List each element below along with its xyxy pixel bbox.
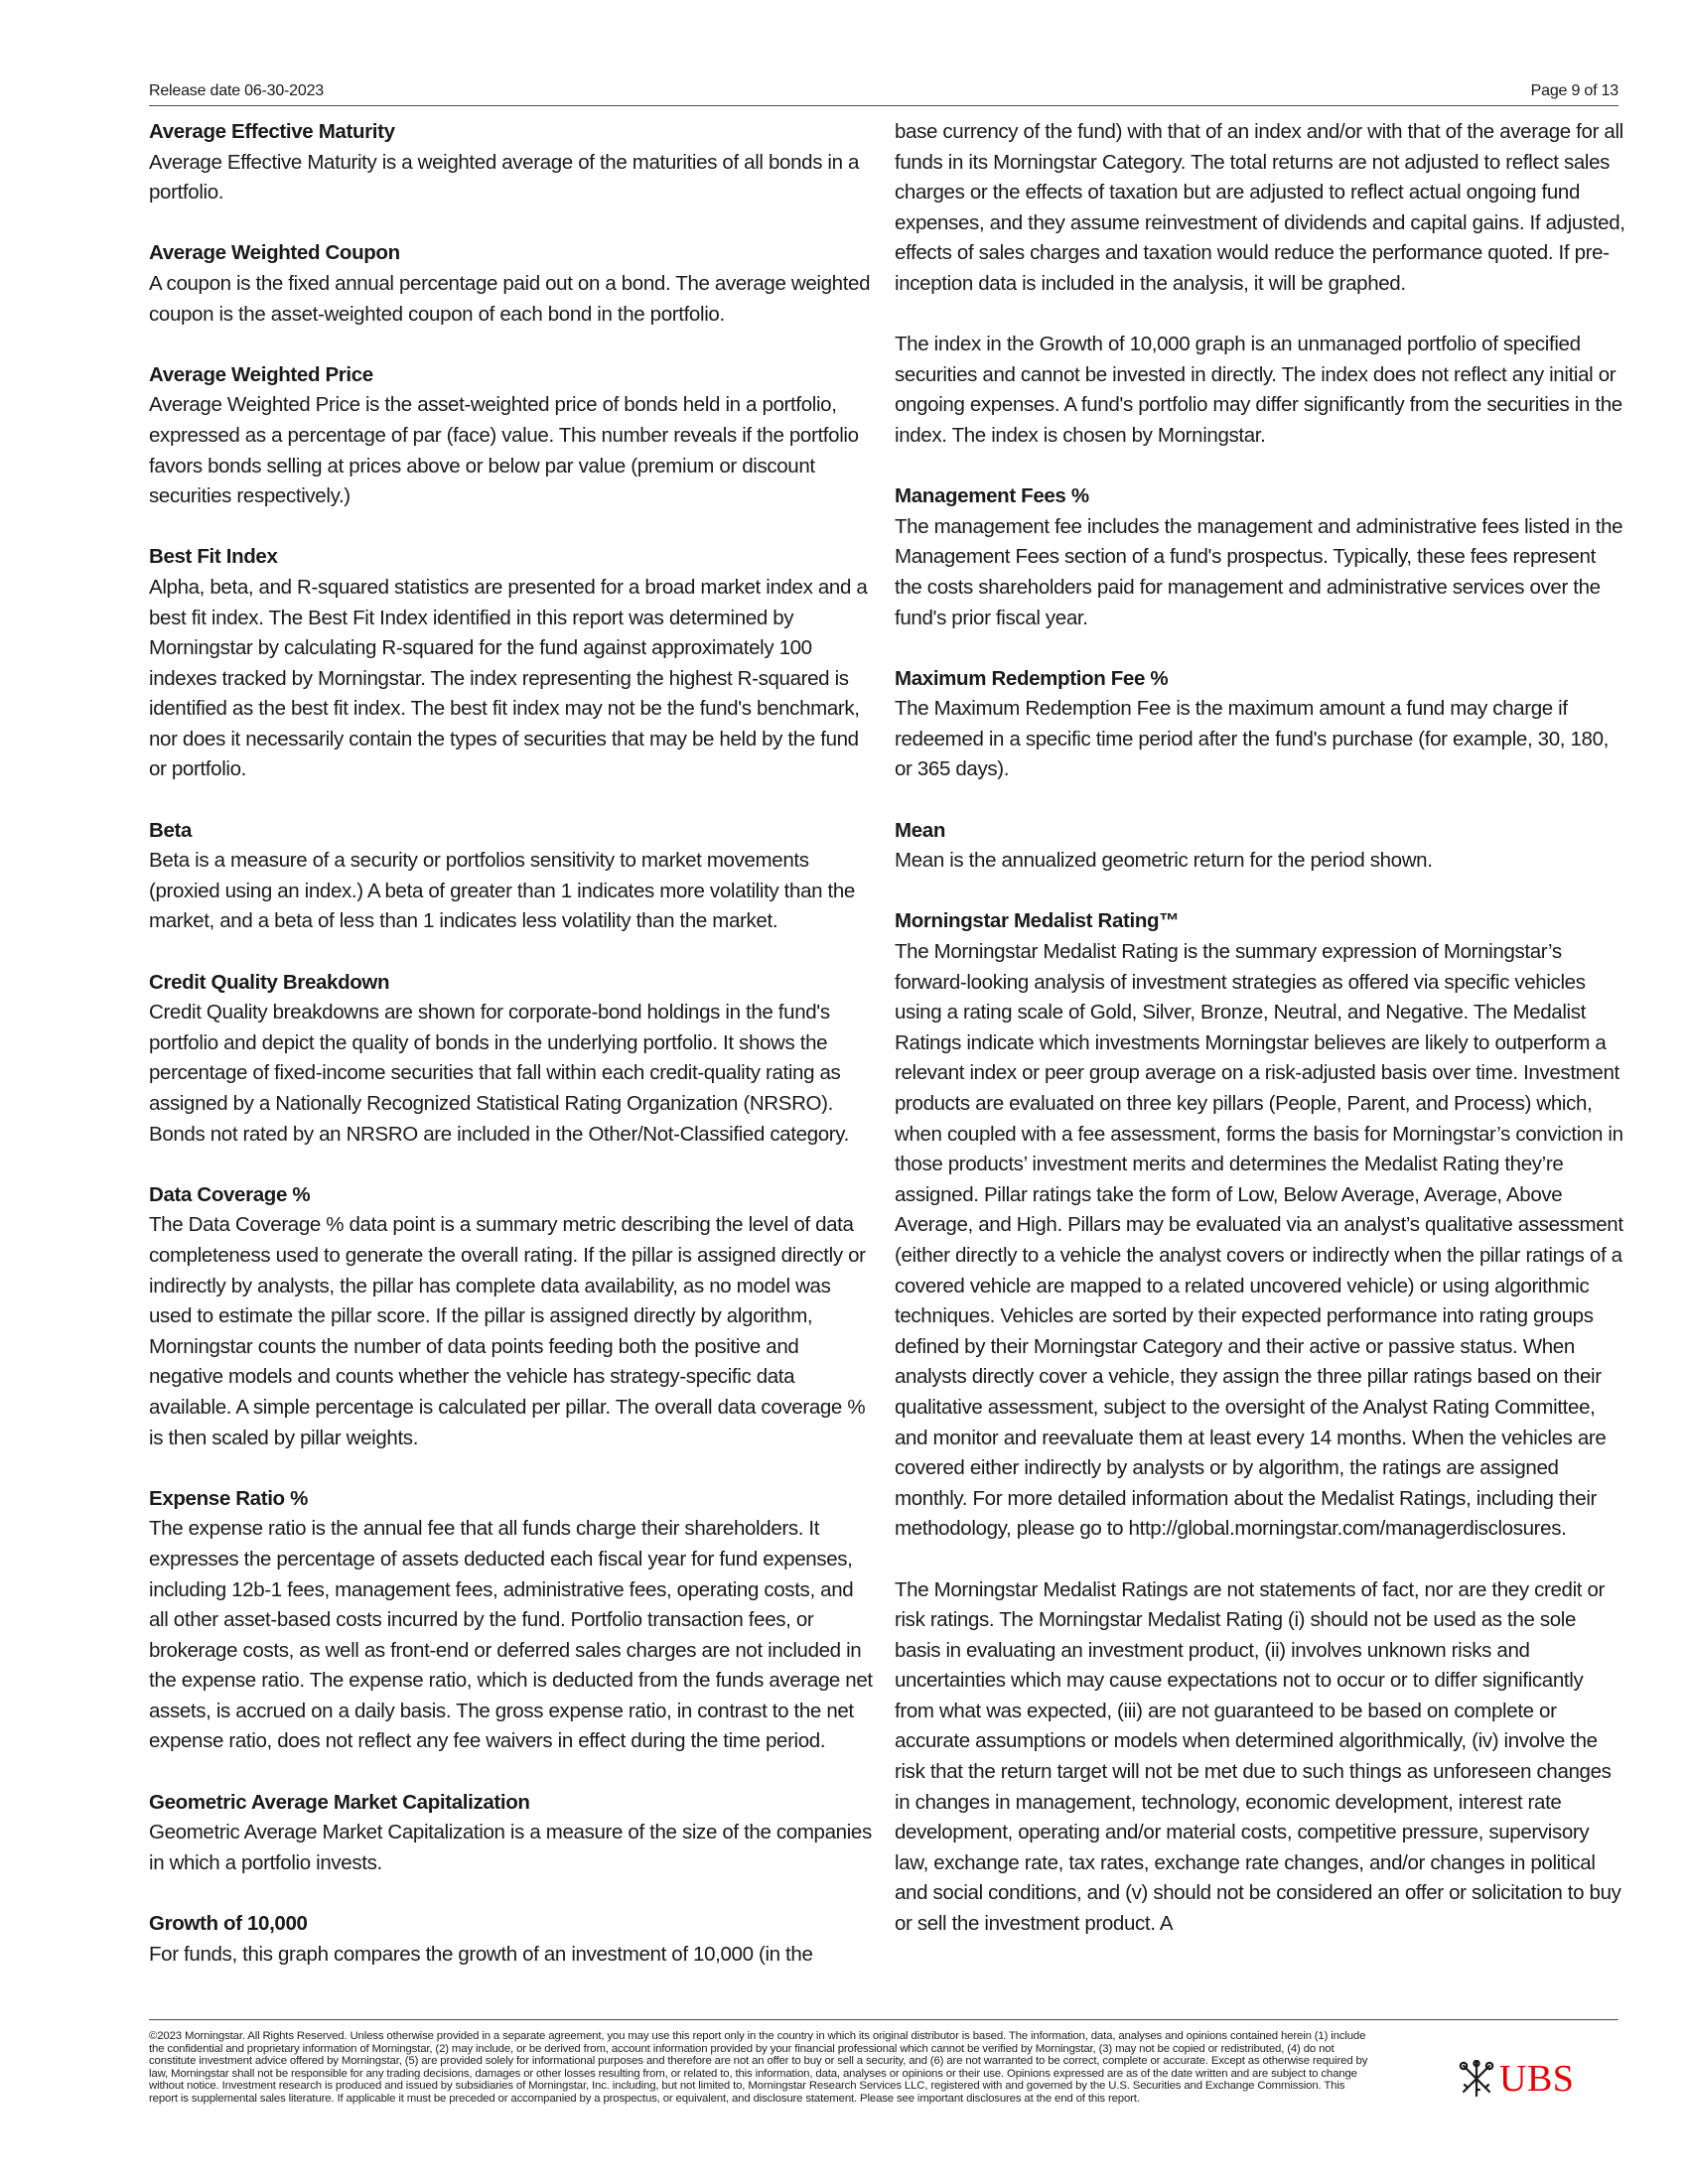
- glossary-term: Best Fit Index: [149, 545, 278, 569]
- glossary-section: [149, 816, 877, 937]
- ubs-keys-icon: [1456, 2060, 1497, 2098]
- glossary-definition: Alpha, beta, and R-squared statistics are presented for a broad market index and a best fit index. The Best Fit Index identified in this report was determined by Morningstar by calculating R-squared for the fund against approximately 100 indexes tracked by Morningstar. The index representing the highest R-squared is identified as the best fit index. The best fit index may not be the fund's benchmark, nor does it necessarily contain the types of securities that may be held by the fund or portfolio.: [149, 575, 868, 781]
- page-footer: [149, 2019, 1618, 2105]
- glossary-term: Average Weighted Coupon: [149, 241, 400, 265]
- glossary-section: [895, 481, 1626, 633]
- glossary-term: Morningstar Medalist Rating™: [895, 909, 1180, 933]
- release-date: Release date 06-30-2023: [149, 82, 324, 99]
- right-column: [895, 117, 1626, 1970]
- glossary-section: [149, 968, 877, 1151]
- glossary-section: [895, 117, 1626, 452]
- glossary-term: Credit Quality Breakdown: [149, 970, 390, 994]
- glossary-definition: Credit Quality breakdowns are shown for corporate-bond holdings in the fund's portfolio and depict the quality of bonds in the underlying portfolio. It shows the percentage of fixed-income securities that fall within each credit-quality rating as assigned by a Nationally Recognized Statistical Rating Organization (NRSRO). Bonds not rated by an NRSRO are included in the Other/Not-Classified category.: [149, 1001, 849, 1146]
- glossary-section: [149, 238, 877, 330]
- glossary-section: [149, 1484, 877, 1757]
- glossary-term: Maximum Redemption Fee %: [895, 666, 1169, 690]
- glossary-term: Average Weighted Price: [149, 362, 373, 386]
- glossary-term: Mean: [895, 818, 946, 842]
- glossary-definition: The Data Coverage % data point is a summary metric describing the level of data completeness used to generate the overall rating. If the pillar is assigned directly or indirectly by analysts, the pillar has complete data availability, as no model was used to estimate the pillar score. If the pillar is assigned directly by algorithm, Morningstar counts the number of data points feeding both the positive and negative models and counts whether the vehicle has strategy-specific data available. A simple percentage is calculated per pillar. The overall data coverage % is then scaled by pillar weights.: [149, 1213, 866, 1449]
- glossary-definition: The Morningstar Medalist Rating is the summary expression of Morningstar’s forward-looking analysis of investment strategies as offered via specific vehicles using a rating scale of Gold, Silver, Bronze, Neutral, and Negative. The Medalist Ratings indicate which investments Morningstar believes are likely to outperform a relevant index or peer group average on a risk-adjusted basis over time. Investment products are evaluated on three key pillars (People, Parent, and Process) which, when coupled with a fee assessment, forms the basis for Morningstar’s conviction in those products’ investment merits and determines the Medalist Rating they’re assigned. Pillar ratings take the form of Low, Below Average, Average, Above Average, and High. Pillars may be evaluated via an analyst’s qualitative assessment (either directly to a vehicle the analyst covers or indirectly when the pillar ratings of a covered vehicle are mapped to a related uncovered vehicle) or using algorithmic techniques. Vehicles are sorted by their expected performance into rating groups defined by their Morningstar Category and their active or passive status. When analysts directly cover a vehicle, they assign the three pillar ratings based on their qualitative assessment, subject to the oversight of the Analyst Rating Committee, and monitor and reevaluate them at least every 14 months. When the vehicles are covered either indirectly by analysts or by algorithm, the ratings are assigned monthly. For more detailed information about the Medalist Ratings, including their methodology, please go to http://global.morningstar.com/managerdisclosures.: [895, 940, 1623, 1541]
- page-header: [149, 77, 1618, 106]
- glossary-definition: Mean is the annualized geometric return for the period shown.: [895, 849, 1433, 873]
- glossary-term: Beta: [149, 818, 193, 842]
- glossary-section: [149, 117, 877, 208]
- glossary-definition: For funds, this graph compares the growth of an investment of 10,000 (in the: [149, 1942, 813, 1966]
- glossary-definition: Average Effective Maturity is a weighted average of the maturities of all bonds in a portfolio.: [149, 150, 860, 205]
- glossary-section: [895, 906, 1626, 1939]
- glossary-section: [895, 816, 1626, 877]
- left-column: [149, 117, 877, 2000]
- glossary-term: Average Effective Maturity: [149, 120, 395, 143]
- page-number: Page 9 of 13: [1530, 82, 1618, 99]
- ubs-logo: [1456, 2058, 1595, 2100]
- glossary-section: [149, 1180, 877, 1453]
- footer-disclaimer: ©2023 Morningstar. All Rights Reserved. Unless otherwise provided in a separate agreement, you may use this report only in the country in which its original distributor is based. The information, data, analyses and opinions contained herein (1) include the confidential and proprietary information of Morningstar, (2) may include, or be derived from, account information provided by your financial professional which cannot be verified by Morningstar, (3) may not be copied or redistributed, (4) do not constitute investment advice offered by Morningstar, (5) are provided solely for informational purposes and therefore are not an offer to buy or sell a security, and (6) are not warranted to be correct, complete or accurate. Except as otherwise required by law, Morningstar shall not be responsible for any trading decisions, damages or other losses resulting from, or related to, this information, data, analyses or opinions or their use. Opinions expressed are as of the date written and are subject to change without notice. Investment research is produced and issued by subsidiaries of Morningstar, Inc. including, but not limited to, Morningstar Research Services LLC, registered with and governed by the U.S. Securities and Exchange Commission. This report is supplemental sales literature. If applicable it must be preceded or accompanied by a prospectus, or equivalent, and disclosure statement. Please see important disclosures at the end of this report.: [149, 2030, 1368, 2105]
- glossary-section: [149, 542, 877, 785]
- glossary-definition: The management fee includes the management and administrative fees listed in the Management Fees section of a fund's prospectus. Typically, these fees represent the costs shareholders paid for management and administrative services over the fund's prior fiscal year.: [895, 514, 1623, 629]
- glossary-definition: A coupon is the fixed annual percentage paid out on a bond. The average weighted coupon is the asset-weighted coupon of each bond in the portfolio.: [149, 271, 871, 326]
- glossary-term: Growth of 10,000: [149, 1912, 308, 1936]
- glossary-section: [895, 664, 1626, 785]
- glossary-definition: Geometric Average Market Capitalization is a measure of the size of the companies in which a portfolio invests.: [149, 1821, 872, 1874]
- glossary-definition: The Maximum Redemption Fee is the maximum amount a fund may charge if redeemed in a specific time period after the fund's purchase (for example, 30, 180, or 365 days).: [895, 697, 1609, 781]
- glossary-definition: The index in the Growth of 10,000 graph is an unmanaged portfolio of specified securities and cannot be invested in directly. The index does not reflect any initial or ongoing expenses. A fund's portfolio may differ significantly from the securities in the index. The index is chosen by Morningstar.: [895, 333, 1622, 447]
- ubs-wordmark: UBS: [1499, 2058, 1575, 2100]
- glossary-section: [149, 360, 877, 512]
- glossary-term: Geometric Average Market Capitalization: [149, 1790, 530, 1814]
- glossary-definition: The expense ratio is the annual fee that all funds charge their shareholders. It expresses the percentage of assets deducted each fiscal year for fund expenses, including 12b-1 fees, management fees, administrative fees, operating costs, and all other asset-based costs incurred by the fund. Portfolio transaction fees, or brokerage costs, as well as front-end or deferred sales charges are not included in the expense ratio. The expense ratio, which is deducted from the funds average net assets, is accrued on a daily basis. The gross expense ratio, in contrast to the net expense ratio, does not reflect any fee waivers in effect during the time period.: [149, 1517, 873, 1753]
- glossary-definition: base currency of the fund) with that of an index and/or with that of the average for all funds in its Morningstar Category. The total returns are not adjusted to reflect sales charges or the effects of taxation but are adjusted to reflect actual ongoing fund expenses, and they assume reinvestment of dividends and capital gains. If adjusted, effects of sales charges and taxation would reduce the performance quoted. If pre-inception data is included in the analysis, it will be graphed.: [895, 120, 1625, 295]
- glossary-section: [149, 1909, 877, 1970]
- glossary-definition: Beta is a measure of a security or portfolios sensitivity to market movements (proxied using an index.) A beta of greater than 1 indicates more volatility than the market, and a beta of less than 1 indicates less volatility than the market.: [149, 849, 855, 933]
- glossary-definition: Average Weighted Price is the asset-weighted price of bonds held in a portfolio, expressed as a percentage of par (face) value. This number reveals if the portfolio favors bonds selling at prices above or below par value (premium or discount securities respectively.): [149, 393, 859, 508]
- glossary-term: Expense Ratio %: [149, 1486, 308, 1510]
- glossary-term: Data Coverage %: [149, 1182, 311, 1206]
- glossary-section: [149, 1788, 877, 1879]
- glossary-term: Management Fees %: [895, 484, 1089, 508]
- glossary-definition: The Morningstar Medalist Ratings are not statements of fact, nor are they credit or risk ratings. The Morningstar Medalist Rating (i) should not be used as the sole basis in evaluating an investment product, (ii) involves unknown risks and uncertainties which may cause expectations not to occur or to differ significantly from what was expected, (iii) are not guaranteed to be based on complete or accurate assumptions or models when determined algorithmically, (iv) involve the risk that the return target will not be met due to such things as unforeseen changes in changes in management, technology, economic development, interest rate development, operating and/or material costs, competitive pressure, supervisory law, exchange rate, tax rates, exchange rate changes, and/or changes in political and social conditions, and (v) should not be considered an offer or solicitation to buy or sell the investment product. A: [895, 1577, 1621, 1936]
